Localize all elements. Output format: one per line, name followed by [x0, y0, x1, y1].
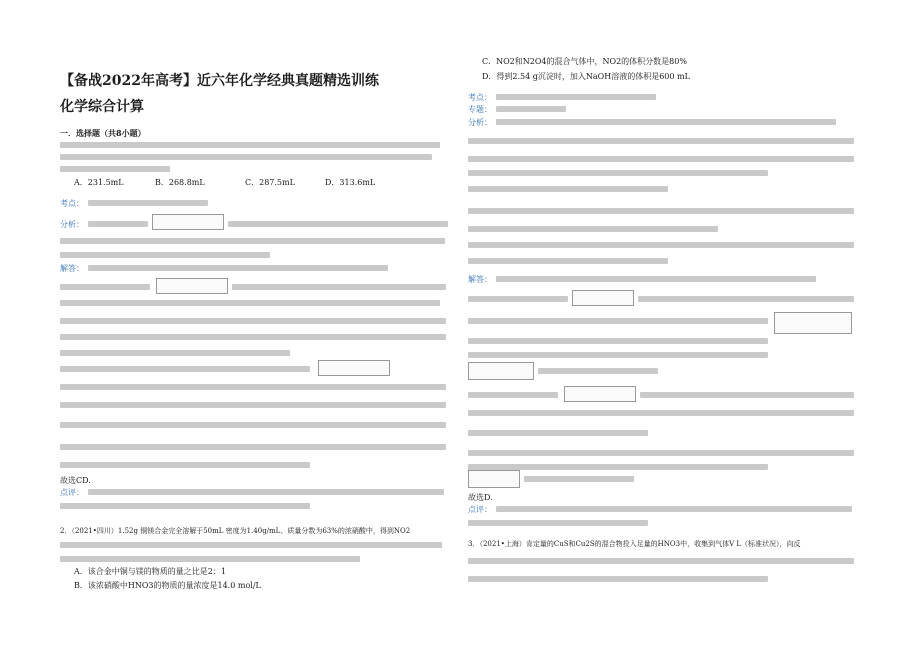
- q2-dianping-label: 点评：: [468, 505, 492, 514]
- q1-jieda-line: [60, 366, 310, 372]
- q1-fenxi-line: [88, 221, 148, 227]
- q2-text-line: [60, 542, 442, 548]
- q1-reaction-formula: [152, 214, 224, 230]
- q1-option-b: B．268.8mL: [155, 178, 205, 187]
- q1-reaction-formula: [318, 360, 390, 376]
- q1-jieda-line: [60, 422, 446, 428]
- q1-jieda-line: [60, 402, 446, 408]
- q2-dianping-line: [496, 506, 852, 512]
- q1-fenxi-line: [60, 252, 270, 258]
- q2-fraction-formula: [468, 362, 534, 380]
- q1-kaodian-label: 考点：: [60, 199, 84, 208]
- q2-text-line: [60, 556, 360, 562]
- q1-dianping-line: [60, 503, 310, 509]
- q2-jieda-line: [638, 296, 854, 302]
- q2-jieda-line: [640, 392, 854, 398]
- q1-fenxi-label: 分析：: [60, 220, 84, 229]
- q3-text-line: [468, 576, 768, 582]
- q2-option-d: D．得到2.54 g沉淀时，加入NaOH溶液的体积是600 mL: [482, 72, 690, 81]
- document-title-line1: 【备战2022年高考】近六年化学经典真题精选训练: [60, 73, 379, 89]
- q1-option-a: A．231.5mL: [74, 178, 124, 187]
- q2-jieda-label: 解答：: [468, 275, 492, 284]
- q1-text-line: [60, 154, 432, 160]
- q2-option-c: C．NO2和N2O4的混合气体中，NO2的体积分数是80%: [482, 57, 687, 66]
- section-heading: 一．选择题（共8小题）: [60, 128, 146, 138]
- q1-dianping-line: [88, 489, 444, 495]
- q3-intro: 3．（2021•上海）肯定量的CuS和Cu2S的混合物投入足量的HNO3中，收集到气体V L（标准状况），向反: [468, 540, 801, 548]
- left-column: [60, 0, 455, 651]
- q2-jieda-line: [468, 392, 558, 398]
- q2-jieda-line: [524, 476, 634, 482]
- q2-jieda-line: [468, 352, 768, 358]
- q2-zhuanti-label: 专题：: [468, 105, 492, 114]
- q2-fenxi-line: [468, 258, 668, 264]
- q1-jieda-line: [60, 334, 446, 340]
- q2-kaodian-label: 考点：: [468, 93, 492, 102]
- q1-jieda-line: [60, 350, 290, 356]
- q2-fenxi-label: 分析：: [468, 118, 492, 127]
- q1-answer: 故选CD.: [60, 476, 91, 485]
- document-title-line2: 化学综合计算: [60, 99, 144, 115]
- q1-fenxi-line: [60, 238, 445, 244]
- q2-fenxi-line: [468, 156, 854, 162]
- q2-dianping-line: [468, 520, 648, 526]
- q1-jieda-label: 解答：: [60, 264, 84, 273]
- q2-option-b: B．该浓硝酸中HNO3的物质的量浓度是14.0 mol/L: [74, 581, 261, 590]
- q1-jieda-line: [60, 444, 446, 450]
- q2-jieda-line: [468, 410, 854, 416]
- q2-fraction-formula: [468, 470, 520, 488]
- q2-jieda-line: [468, 296, 568, 302]
- q1-jieda-line: [88, 265, 388, 271]
- q2-intro: 2．（2021•四川）1.52g 铜镁合金完全溶解于50mL 密度为1.40g/mL、质量分数为63%的浓硝酸中，得到NO2: [60, 527, 411, 535]
- q1-text-line: [60, 166, 170, 172]
- q2-answer: 故选D.: [468, 493, 493, 502]
- right-column: [468, 0, 868, 651]
- q3-text-line: [468, 558, 854, 564]
- q1-jieda-line: [60, 384, 446, 390]
- q2-fenxi-line: [468, 208, 854, 214]
- q1-reaction-formula: [156, 278, 228, 294]
- q2-jieda-line: [468, 450, 854, 456]
- q2-fenxi-line: [468, 186, 668, 192]
- q1-jieda-line: [60, 284, 150, 290]
- q1-jieda-line: [60, 462, 310, 468]
- q2-option-a: A．该合金中铜与镁的物质的量之比是2：1: [74, 567, 226, 576]
- q2-jieda-line: [468, 318, 768, 324]
- q2-kaodian-line: [496, 94, 656, 100]
- q1-fenxi-line: [228, 221, 448, 227]
- q2-jieda-line: [468, 338, 768, 344]
- q2-fraction-formula: [564, 386, 636, 402]
- q1-text-line: [60, 142, 440, 148]
- q2-fenxi-line: [496, 119, 836, 125]
- q2-fenxi-line: [468, 170, 768, 176]
- q1-dianping-label: 点评：: [60, 488, 84, 497]
- q2-jieda-line: [468, 430, 648, 436]
- q2-fraction-formula: [572, 290, 634, 306]
- q2-fenxi-line: [468, 226, 718, 232]
- q1-jieda-line: [60, 318, 446, 324]
- q1-option-d: D．313.6mL: [325, 178, 376, 187]
- q1-option-c: C．287.5mL: [245, 178, 295, 187]
- q2-zhuanti-line: [496, 106, 566, 112]
- q1-jieda-line: [232, 284, 446, 290]
- q2-jieda-line: [496, 276, 816, 282]
- q2-fenxi-line: [468, 138, 854, 144]
- q2-equation-system: [774, 312, 852, 334]
- q2-fenxi-line: [468, 242, 854, 248]
- q2-jieda-line: [538, 368, 658, 374]
- q1-kaodian-line: [88, 200, 208, 206]
- q1-jieda-line: [60, 300, 440, 306]
